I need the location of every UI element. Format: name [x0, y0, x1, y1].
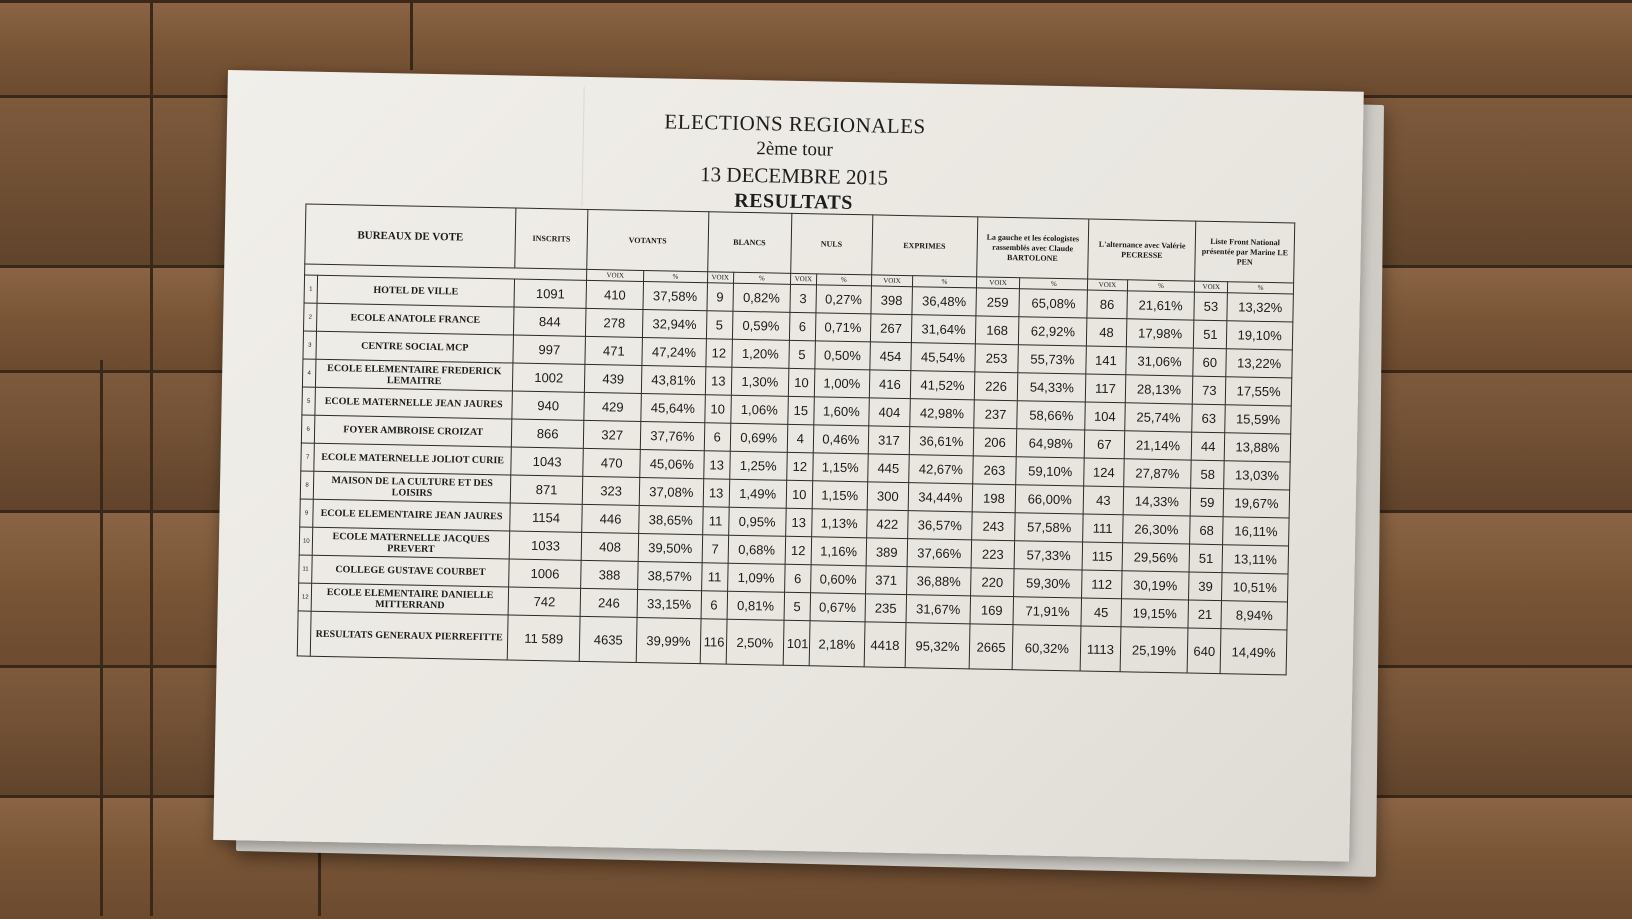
- inscrits-cell: 11 589: [507, 615, 580, 661]
- bureau-number: 11: [299, 555, 313, 583]
- votants-pct-cell: 45,06%: [640, 449, 704, 478]
- bureau-number: 4: [302, 359, 316, 387]
- nuls-cell: 10: [788, 368, 815, 396]
- lepen-pct-cell: 13,03%: [1224, 461, 1290, 490]
- title-line: 13 DECEMBRE 2015: [699, 162, 889, 190]
- bureau-name: ECOLE MATERNELLE JEAN JAURES: [315, 387, 512, 419]
- bartolone-cell: 169: [970, 596, 1014, 625]
- pecresse-pct-cell: 28,13%: [1125, 375, 1193, 404]
- title-line: RESULTATS: [734, 189, 854, 215]
- nuls-cell: 4: [787, 424, 814, 452]
- exprimes-pct-cell: 36,57%: [908, 511, 972, 540]
- exprimes-pct-cell: 31,64%: [912, 315, 976, 344]
- blancs-cell: 9: [707, 283, 734, 311]
- nuls-cell: 12: [785, 536, 812, 564]
- exprimes-cell: 235: [865, 594, 907, 623]
- bartolone-cell: 2665: [969, 624, 1014, 670]
- exprimes-pct-cell: 95,32%: [905, 623, 969, 669]
- header-bartolone: La gauche et les écologistes rassemblés avec Claude BARTOLONE: [976, 217, 1089, 279]
- votants-cell: 278: [586, 308, 643, 337]
- blancs-pct-cell: 1,25%: [730, 451, 787, 480]
- subheader-pct: %: [733, 272, 790, 284]
- subheader-voix: VOIX: [1088, 279, 1128, 291]
- bartolone-pct-cell: 54,33%: [1018, 373, 1086, 402]
- wood-seam: [410, 0, 413, 70]
- bureau-name: CENTRE SOCIAL MCP: [316, 331, 513, 363]
- votants-cell: 388: [581, 560, 638, 589]
- subheader-voix: VOIX: [1195, 281, 1228, 293]
- nuls-cell: 6: [789, 312, 816, 340]
- votants-cell: 470: [583, 448, 640, 477]
- bartolone-pct-cell: 65,08%: [1019, 289, 1087, 318]
- lepen-pct-cell: 13,88%: [1224, 433, 1290, 462]
- subheader-pct: %: [1127, 280, 1195, 292]
- nuls-cell: 12: [786, 452, 813, 480]
- blancs-pct-cell: 1,06%: [731, 395, 788, 424]
- bartolone-pct-cell: 57,33%: [1014, 541, 1082, 570]
- exprimes-cell: 300: [867, 482, 909, 511]
- lepen-cell: 68: [1190, 516, 1223, 545]
- subheader-voix: VOIX: [976, 277, 1020, 289]
- votants-pct-cell: 32,94%: [643, 310, 707, 339]
- wood-seam: [150, 0, 153, 916]
- blancs-pct-cell: 0,82%: [733, 283, 790, 312]
- lepen-pct-cell: 14,49%: [1220, 629, 1287, 675]
- bureau-name: ECOLE ELEMENTAIRE FREDERICK LEMAITRE: [316, 359, 513, 391]
- exprimes-cell: 416: [869, 370, 911, 399]
- votants-cell: 410: [586, 280, 643, 309]
- blancs-pct-cell: 0,81%: [727, 591, 784, 620]
- pecresse-pct-cell: 19,15%: [1121, 599, 1189, 628]
- nuls-cell: 13: [785, 508, 812, 536]
- results-table: [297, 204, 1296, 676]
- votants-pct-cell: 43,81%: [641, 366, 705, 395]
- bureau-name: ECOLE MATERNELLE JACQUES PREVERT: [312, 527, 509, 559]
- inscrits-cell: 1091: [514, 279, 587, 308]
- subheader-voix: VOIX: [790, 273, 816, 285]
- blancs-cell: 11: [701, 563, 728, 591]
- subheader-voix: VOIX: [871, 275, 913, 287]
- pecresse-cell: 86: [1087, 290, 1127, 319]
- bureau-name: FOYER AMBROISE CROIZAT: [314, 415, 511, 447]
- nuls-cell: 6: [784, 564, 811, 592]
- header-pecresse: L'alternance avec Valérie PECRESSE: [1088, 219, 1196, 281]
- exprimes-pct-cell: 42,98%: [910, 399, 974, 428]
- nuls-pct-cell: 1,60%: [814, 397, 869, 426]
- exprimes-pct-cell: 42,67%: [909, 455, 973, 484]
- bureau-number: 3: [303, 331, 317, 359]
- blancs-cell: 10: [704, 395, 731, 423]
- exprimes-pct-cell: 41,52%: [911, 371, 975, 400]
- blancs-cell: 12: [705, 339, 732, 367]
- pecresse-cell: 141: [1086, 346, 1126, 375]
- header-exprimes: EXPRIMES: [871, 215, 977, 277]
- exprimes-cell: 389: [866, 538, 908, 567]
- votants-pct-cell: 38,65%: [639, 505, 703, 534]
- header-blancs: BLANCS: [707, 212, 791, 274]
- pecresse-pct-cell: 25,19%: [1120, 627, 1189, 673]
- exprimes-pct-cell: 36,61%: [909, 427, 973, 456]
- bureau-number: 1: [304, 275, 318, 303]
- nuls-pct-cell: 0,46%: [813, 425, 868, 454]
- bartolone-cell: 168: [975, 316, 1019, 345]
- bureau-name: ECOLE MATERNELLE JOLIOT CURIE: [314, 443, 511, 475]
- subheader-voix: VOIX: [707, 272, 733, 284]
- bartolone-cell: 206: [973, 428, 1017, 457]
- nuls-cell: 3: [790, 284, 817, 312]
- exprimes-pct-cell: 45,54%: [911, 343, 975, 372]
- lepen-cell: 53: [1194, 292, 1227, 321]
- lepen-cell: 60: [1193, 348, 1226, 377]
- pecresse-cell: 67: [1084, 430, 1124, 459]
- lepen-pct-cell: 13,11%: [1222, 545, 1288, 574]
- nuls-cell: 5: [789, 340, 816, 368]
- blancs-pct-cell: 1,49%: [729, 479, 786, 508]
- votants-pct-cell: 47,24%: [642, 338, 706, 367]
- pecresse-cell: 124: [1084, 458, 1124, 487]
- inscrits-cell: 866: [511, 419, 584, 448]
- bureau-number: 2: [304, 303, 318, 331]
- bartolone-cell: 198: [972, 484, 1016, 513]
- votants-pct-cell: 39,50%: [638, 533, 702, 562]
- nuls-pct-cell: 1,13%: [812, 509, 867, 538]
- header-inscrits: INSCRITS: [515, 208, 588, 269]
- bartolone-pct-cell: 60,32%: [1013, 625, 1082, 671]
- blancs-pct-cell: 2,50%: [726, 619, 784, 665]
- subheader-pct: %: [1228, 282, 1294, 294]
- blancs-cell: 13: [703, 479, 730, 507]
- lepen-cell: 640: [1187, 628, 1221, 674]
- nuls-pct-cell: 2,18%: [809, 621, 865, 667]
- nuls-pct-cell: 1,16%: [811, 537, 866, 566]
- inscrits-cell: 1002: [512, 363, 585, 392]
- bureau-name: ECOLE ELEMENTAIRE DANIELLE MITTERRAND: [311, 583, 508, 615]
- votants-cell: 446: [582, 504, 639, 533]
- lepen-pct-cell: 16,11%: [1223, 517, 1289, 546]
- pecresse-pct-cell: 27,87%: [1123, 459, 1191, 488]
- bartolone-cell: 253: [974, 344, 1018, 373]
- nuls-pct-cell: 0,60%: [811, 565, 866, 594]
- blancs-cell: 6: [701, 591, 728, 619]
- bartolone-pct-cell: 55,73%: [1018, 345, 1086, 374]
- nuls-cell: 5: [784, 592, 811, 620]
- lepen-cell: 44: [1192, 432, 1225, 461]
- blancs-pct-cell: 1,30%: [731, 367, 788, 396]
- pecresse-pct-cell: 14,33%: [1123, 487, 1191, 516]
- blancs-pct-cell: 1,09%: [727, 563, 784, 592]
- blancs-cell: 6: [704, 423, 731, 451]
- total-number-cell: [297, 611, 311, 656]
- lepen-pct-cell: 19,67%: [1223, 489, 1289, 518]
- pecresse-pct-cell: 21,14%: [1124, 431, 1192, 460]
- exprimes-cell: 445: [867, 454, 909, 483]
- bartolone-pct-cell: 58,66%: [1017, 401, 1085, 430]
- bureau-name: COLLEGE GUSTAVE COURBET: [312, 555, 509, 587]
- inscrits-cell: 997: [513, 335, 586, 364]
- pecresse-cell: 104: [1085, 402, 1125, 431]
- blancs-cell: 11: [702, 507, 729, 535]
- pecresse-cell: 43: [1083, 486, 1123, 515]
- votants-cell: 323: [582, 476, 639, 505]
- header-votants: VOTANTS: [587, 209, 708, 271]
- blancs-pct-cell: 1,20%: [732, 339, 789, 368]
- bartolone-cell: 237: [973, 400, 1017, 429]
- bartolone-cell: 223: [971, 540, 1015, 569]
- blancs-pct-cell: 0,95%: [728, 507, 785, 536]
- bureau-name: HOTEL DE VILLE: [317, 275, 514, 307]
- blancs-cell: 13: [703, 451, 730, 479]
- votants-cell: 327: [584, 420, 641, 449]
- lepen-cell: 58: [1191, 460, 1224, 489]
- exprimes-cell: 4418: [864, 622, 906, 668]
- votants-pct-cell: 39,99%: [636, 617, 700, 663]
- bureau-number: 12: [298, 583, 312, 611]
- lepen-cell: 63: [1192, 404, 1225, 433]
- exprimes-pct-cell: 31,67%: [906, 595, 970, 624]
- lepen-pct-cell: 10,51%: [1222, 573, 1288, 602]
- inscrits-cell: 1043: [511, 447, 584, 476]
- lepen-cell: 21: [1188, 600, 1221, 629]
- nuls-cell: 101: [783, 620, 810, 665]
- exprimes-cell: 267: [870, 314, 912, 343]
- nuls-pct-cell: 1,15%: [813, 453, 868, 482]
- bartolone-pct-cell: 59,10%: [1016, 457, 1084, 486]
- inscrits-cell: 940: [512, 391, 585, 420]
- nuls-pct-cell: 0,67%: [810, 593, 865, 622]
- pecresse-cell: 48: [1087, 318, 1127, 347]
- blancs-cell: 5: [706, 311, 733, 339]
- lepen-cell: 51: [1194, 320, 1227, 349]
- lepen-pct-cell: 13,22%: [1226, 349, 1292, 378]
- bureau-number: 6: [301, 415, 315, 443]
- inscrits-cell: 871: [510, 475, 583, 504]
- bureau-number: 10: [299, 527, 313, 555]
- votants-pct-cell: 37,08%: [639, 477, 703, 506]
- nuls-cell: 15: [787, 396, 814, 424]
- nuls-pct-cell: 1,00%: [814, 369, 869, 398]
- pecresse-pct-cell: 29,56%: [1122, 543, 1190, 572]
- bartolone-pct-cell: 57,58%: [1015, 513, 1083, 542]
- total-name: RESULTATS GENERAUX PIERREFITTE: [310, 611, 508, 660]
- nuls-pct-cell: 0,71%: [815, 313, 870, 342]
- exprimes-cell: 371: [865, 566, 907, 595]
- pecresse-cell: 111: [1083, 514, 1123, 543]
- nuls-pct-cell: 0,27%: [816, 285, 871, 314]
- results-sheet: [213, 70, 1364, 862]
- wood-seam: [100, 360, 103, 916]
- bartolone-cell: 220: [970, 568, 1014, 597]
- lepen-cell: 73: [1193, 376, 1226, 405]
- bureau-number: 8: [300, 471, 314, 499]
- lepen-pct-cell: 13,32%: [1227, 293, 1293, 322]
- pecresse-pct-cell: 30,19%: [1121, 571, 1189, 600]
- bartolone-pct-cell: 62,92%: [1019, 317, 1087, 346]
- bartolone-cell: 226: [974, 372, 1018, 401]
- lepen-pct-cell: 15,59%: [1225, 405, 1291, 434]
- votants-cell: 408: [581, 532, 638, 561]
- votants-pct-cell: 33,15%: [637, 589, 701, 618]
- votants-pct-cell: 37,76%: [640, 421, 704, 450]
- pecresse-pct-cell: 25,74%: [1124, 403, 1192, 432]
- subheader-pct: %: [913, 276, 977, 288]
- bureau-name: ECOLE ANATOLE FRANCE: [317, 303, 514, 335]
- blancs-cell: 7: [702, 535, 729, 563]
- votants-cell: 246: [580, 588, 637, 617]
- exprimes-pct-cell: 34,44%: [908, 483, 972, 512]
- lepen-pct-cell: 19,10%: [1227, 321, 1293, 350]
- inscrits-cell: 1154: [510, 503, 583, 532]
- votants-cell: 439: [585, 364, 642, 393]
- header-nuls: NULS: [790, 213, 872, 275]
- blancs-cell: 13: [705, 367, 732, 395]
- subheader-voix: VOIX: [587, 269, 644, 281]
- header-lepen: Liste Front National présentée par Marine LE PEN: [1195, 221, 1295, 283]
- bureau-number: 5: [302, 387, 316, 415]
- lepen-cell: 51: [1189, 544, 1222, 573]
- bureau-name: ECOLE ELEMENTAIRE JEAN JAURES: [313, 499, 510, 531]
- exprimes-cell: 454: [869, 342, 911, 371]
- exprimes-cell: 422: [866, 510, 908, 539]
- inscrits-cell: 844: [513, 307, 586, 336]
- lepen-pct-cell: 17,55%: [1225, 377, 1291, 406]
- subheader-pct: %: [1020, 278, 1088, 290]
- lepen-cell: 39: [1189, 572, 1222, 601]
- inscrits-cell: 1033: [509, 531, 582, 560]
- title-line: ELECTIONS REGIONALES: [664, 109, 926, 139]
- votants-cell: 429: [584, 392, 641, 421]
- pecresse-cell: 112: [1082, 570, 1122, 599]
- votants-pct-cell: 38,57%: [638, 561, 702, 590]
- bartolone-cell: 263: [972, 456, 1016, 485]
- exprimes-cell: 398: [871, 286, 913, 315]
- pecresse-pct-cell: 26,30%: [1122, 515, 1190, 544]
- bureau-number: 7: [301, 443, 315, 471]
- nuls-pct-cell: 1,15%: [812, 481, 867, 510]
- bartolone-pct-cell: 59,30%: [1014, 569, 1082, 598]
- votants-pct-cell: 45,64%: [641, 393, 705, 422]
- lepen-pct-cell: 8,94%: [1221, 601, 1287, 630]
- blancs-pct-cell: 0,68%: [728, 535, 785, 564]
- inscrits-cell: 742: [508, 587, 581, 616]
- subheader-pct: %: [816, 274, 871, 286]
- votants-cell: 4635: [579, 616, 637, 662]
- exprimes-cell: 404: [868, 398, 910, 427]
- inscrits-cell: 1006: [509, 559, 582, 588]
- nuls-pct-cell: 0,50%: [815, 341, 870, 370]
- pecresse-pct-cell: 21,61%: [1126, 291, 1194, 320]
- nuls-cell: 10: [786, 480, 813, 508]
- exprimes-pct-cell: 36,88%: [907, 567, 971, 596]
- bartolone-pct-cell: 71,91%: [1013, 597, 1081, 626]
- bartolone-cell: 243: [971, 512, 1015, 541]
- bureau-name: MAISON DE LA CULTURE ET DES LOISIRS: [313, 471, 510, 503]
- bartolone-cell: 259: [976, 288, 1020, 317]
- exprimes-cell: 317: [868, 426, 910, 455]
- bureau-number: 9: [300, 499, 314, 527]
- pecresse-pct-cell: 17,98%: [1126, 319, 1194, 348]
- blancs-cell: 116: [700, 619, 727, 664]
- pecresse-cell: 115: [1082, 542, 1122, 571]
- pecresse-cell: 117: [1085, 374, 1125, 403]
- bartolone-pct-cell: 64,98%: [1017, 429, 1085, 458]
- pecresse-cell: 1113: [1080, 626, 1120, 672]
- pecresse-pct-cell: 31,06%: [1125, 347, 1193, 376]
- bartolone-pct-cell: 66,00%: [1016, 485, 1084, 514]
- votants-cell: 471: [585, 336, 642, 365]
- pecresse-cell: 45: [1081, 598, 1121, 627]
- exprimes-pct-cell: 37,66%: [907, 539, 971, 568]
- blancs-pct-cell: 0,59%: [732, 311, 789, 340]
- header-bureaux: BUREAUX DE VOTE: [305, 204, 516, 268]
- subheader-pct: %: [644, 271, 708, 283]
- exprimes-pct-cell: 36,48%: [912, 287, 976, 316]
- title-line: 2ème tour: [756, 138, 834, 161]
- blancs-pct-cell: 0,69%: [730, 423, 787, 452]
- votants-pct-cell: 37,58%: [643, 282, 707, 311]
- lepen-cell: 59: [1191, 488, 1224, 517]
